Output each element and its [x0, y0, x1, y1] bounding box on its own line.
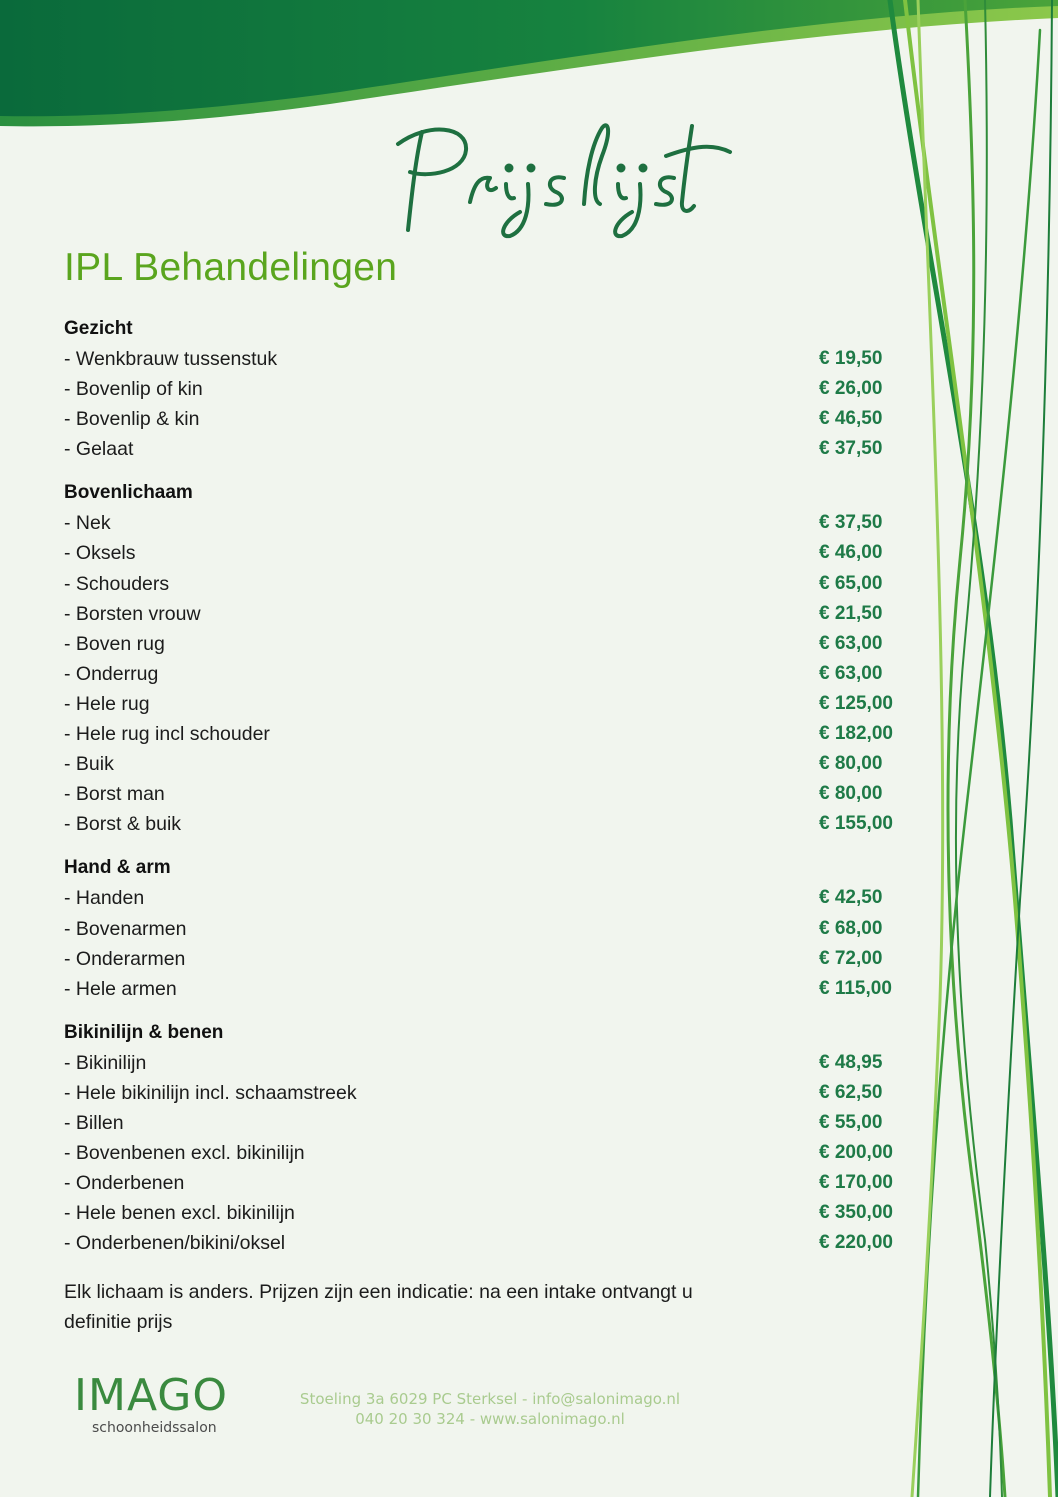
item-label: - Hele bikinilijn incl. schaamstreek: [64, 1081, 357, 1104]
list-item: [64, 749, 914, 779]
list-item: [64, 404, 914, 434]
item-price: € 19,50: [819, 348, 883, 369]
list-item: [64, 944, 914, 974]
list-item: [64, 719, 914, 749]
item-price: € 46,50: [819, 408, 883, 430]
item-price: € 68,00: [819, 917, 883, 939]
section-bikinilijn-benen: [64, 1018, 914, 1259]
item-price: € 62,50: [819, 1081, 883, 1103]
item-label: - Onderrug: [64, 662, 159, 685]
item-label: - Bovenlip of kin: [64, 378, 203, 401]
item-label: - Boven rug: [64, 632, 165, 655]
item-price: € 200,00: [819, 1142, 893, 1164]
script-title-lettering: [388, 112, 738, 242]
item-price: € 26,00: [819, 378, 883, 400]
list-item: [64, 508, 914, 538]
item-label: - Buik: [64, 753, 114, 776]
item-price: € 63,00: [819, 632, 883, 654]
list-item: [64, 883, 914, 913]
item-price: € 37,50: [819, 438, 883, 460]
item-label: - Hele armen: [64, 977, 177, 1000]
item-label: - Oksels: [64, 542, 136, 565]
footer-phone-web: 040 20 30 324 - www.salonimago.nl: [355, 1410, 625, 1428]
section-title: Bovenlichaam: [64, 482, 193, 504]
item-price: € 21,50: [819, 602, 883, 624]
item-label: - Bovenlip & kin: [64, 408, 200, 431]
logo-subtitle: schoonheidssalon: [92, 1420, 217, 1436]
list-item: [64, 538, 914, 568]
list-item: [64, 809, 914, 839]
item-label: - Bovenarmen: [64, 917, 187, 940]
list-item: [64, 1048, 914, 1078]
item-price: € 182,00: [819, 723, 893, 745]
list-item: [64, 1138, 914, 1168]
list-item: [64, 344, 914, 374]
page-title: IPL Behandelingen: [64, 246, 398, 289]
section-hand-arm: [64, 853, 914, 1003]
price-list: [64, 314, 914, 1272]
list-item: [64, 974, 914, 1004]
item-label: - Hele rug: [64, 692, 150, 715]
item-price: € 155,00: [819, 813, 893, 835]
item-price: € 46,00: [819, 542, 883, 564]
item-label: - Schouders: [64, 572, 170, 595]
list-item: [64, 374, 914, 404]
list-item: [64, 689, 914, 719]
item-price: € 350,00: [819, 1202, 893, 1224]
list-item: [64, 1228, 914, 1258]
item-price: € 65,00: [819, 572, 883, 594]
item-price: € 80,00: [819, 753, 883, 775]
item-label: - Hele benen excl. bikinilijn: [64, 1202, 295, 1225]
item-label: - Borst & buik: [64, 813, 182, 836]
list-item: [64, 1078, 914, 1108]
section-title: Hand & arm: [64, 857, 171, 879]
section-title: Bikinilijn & benen: [64, 1021, 224, 1043]
item-label: - Borsten vrouw: [64, 602, 201, 625]
item-label: - Borst man: [64, 783, 165, 806]
imago-logo: [74, 1370, 228, 1436]
item-label: - Wenkbrauw tussenstuk: [64, 348, 278, 370]
item-label: - Bovenbenen excl. bikinilijn: [64, 1142, 305, 1165]
footer-contact: [280, 1389, 700, 1429]
list-item: [64, 914, 914, 944]
list-item: [64, 779, 914, 809]
list-item: [64, 1198, 914, 1228]
list-item: [64, 599, 914, 629]
list-item: [64, 659, 914, 689]
item-label: - Onderbenen: [64, 1172, 185, 1195]
item-label: - Onderarmen: [64, 947, 186, 970]
item-label: - Onderbenen/bikini/oksel: [64, 1232, 286, 1255]
list-item: [64, 434, 914, 464]
item-price: € 48,95: [819, 1051, 883, 1073]
list-item: [64, 629, 914, 659]
item-label: - Bikinilijn: [64, 1051, 147, 1074]
grass-strands: [890, 0, 1058, 1497]
item-label: - Billen: [64, 1111, 124, 1134]
item-label: - Nek: [64, 512, 111, 535]
item-label: - Gelaat: [64, 438, 134, 461]
item-price: € 170,00: [819, 1172, 893, 1194]
section-bovenlichaam: [64, 478, 914, 839]
price-disclaimer: Elk lichaam is anders. Prijzen zijn een indicatie: na een intake ontvangt u definitie prijs: [64, 1281, 693, 1333]
list-item: [64, 569, 914, 599]
item-price: € 115,00: [819, 977, 892, 999]
logo-word: IMAGO: [74, 1370, 228, 1421]
footer-address: Stoeling 3a 6029 PC Sterksel - info@salonimago.nl: [299, 1390, 681, 1408]
list-item: [64, 1168, 914, 1198]
section-title: Gezicht: [64, 318, 133, 339]
item-price: € 125,00: [819, 692, 893, 714]
item-label: - Handen: [64, 887, 145, 910]
item-price: € 42,50: [819, 887, 883, 909]
item-price: € 220,00: [819, 1232, 893, 1254]
item-price: € 55,00: [819, 1111, 883, 1133]
list-item: [64, 1108, 914, 1138]
item-price: € 37,50: [819, 512, 883, 534]
section-gezicht: [64, 314, 914, 464]
item-price: € 80,00: [819, 783, 883, 805]
item-price: € 63,00: [819, 662, 883, 684]
item-label: - Hele rug incl schouder: [64, 723, 270, 746]
item-price: € 72,00: [819, 947, 883, 969]
